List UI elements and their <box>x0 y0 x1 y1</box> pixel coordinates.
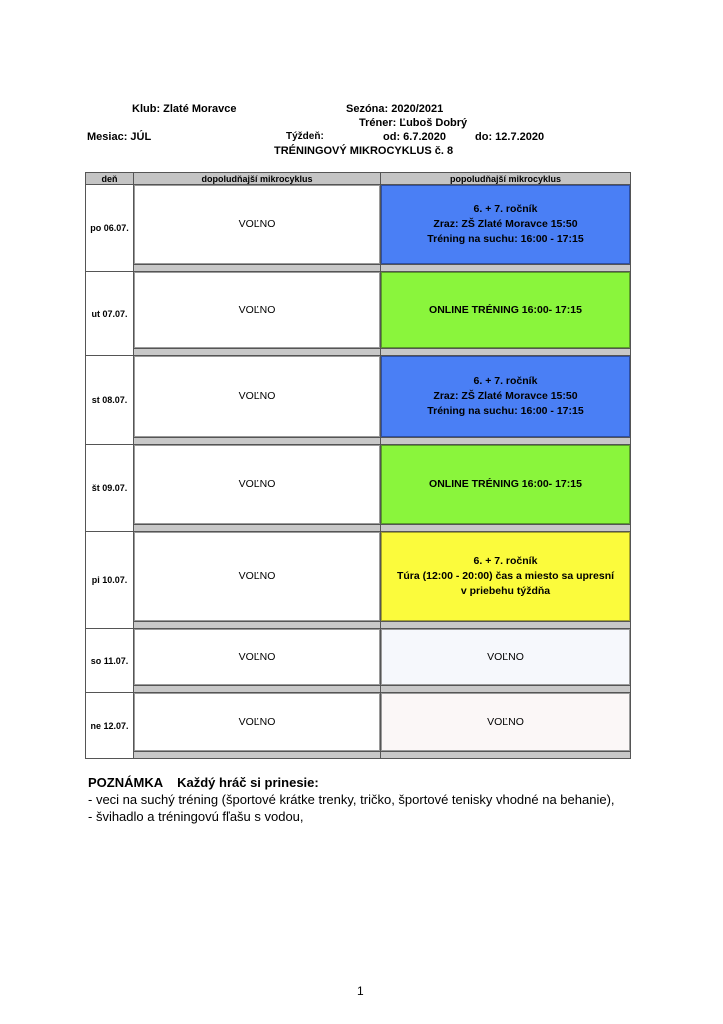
afternoon-activity <box>381 445 630 524</box>
afternoon-cell <box>381 445 631 531</box>
morning-cell <box>134 629 381 692</box>
afternoon-cell <box>381 693 631 758</box>
note-title <box>88 774 615 791</box>
morning-cell <box>134 185 381 271</box>
activity-line: VOĽNO <box>487 650 524 663</box>
activity-line: Túra (12:00 - 20:00) čas a miesto sa upresní <box>396 570 615 582</box>
cell-footer-bar <box>134 437 380 444</box>
morning-cell <box>134 532 381 628</box>
day-cell: po 06.07. <box>85 185 134 271</box>
table-row <box>85 693 631 759</box>
cell-footer-bar <box>134 621 380 628</box>
table-row <box>85 356 631 445</box>
page-number: 1 <box>357 984 364 998</box>
morning-activity: VOĽNO <box>134 185 380 264</box>
morning-cell <box>134 272 381 355</box>
note-item: - veci na suchý tréning (športové krátke trenky, tričko, športové tenisky vhodné na behanie), <box>88 792 615 807</box>
cell-footer-bar <box>381 621 630 628</box>
activity-line: Zraz: ZŠ Zlaté Moravce 15:50 <box>433 390 578 402</box>
activity-line: Tréning na suchu: 16:00 - 17:15 <box>427 233 584 245</box>
cell-footer-bar <box>134 751 380 758</box>
week-label: Týždeň: <box>286 131 324 142</box>
cell-footer-bar <box>134 524 380 531</box>
cell-footer-bar <box>134 264 380 271</box>
table-row <box>85 185 631 272</box>
note-item: - švihadlo a tréningovú fľašu s vodou, <box>88 809 304 824</box>
day-cell: ne 12.07. <box>85 693 134 758</box>
activity-line: Zraz: ZŠ Zlaté Moravce 15:50 <box>433 218 578 230</box>
activity-line: 6. + 7. ročník <box>473 555 538 567</box>
day-cell: so 11.07. <box>85 629 134 692</box>
activity-line: v priebehu týždňa <box>460 585 551 597</box>
column-header-afternoon: popoludňajší mikrocyklus <box>381 172 631 185</box>
document-title: TRÉNINGOVÝ MIKROCYKLUS č. 8 <box>274 145 454 157</box>
table-row <box>85 272 631 356</box>
afternoon-cell <box>381 532 631 628</box>
afternoon-activity <box>381 185 630 264</box>
afternoon-activity <box>381 532 630 621</box>
morning-activity: VOĽNO <box>134 356 380 437</box>
day-cell: st 08.07. <box>85 356 134 444</box>
cell-footer-bar <box>381 751 630 758</box>
table-row <box>85 532 631 629</box>
afternoon-cell <box>381 356 631 444</box>
morning-activity: VOĽNO <box>134 532 380 621</box>
schedule-table <box>85 172 631 759</box>
day-cell: št 09.07. <box>85 445 134 531</box>
note-label: POZNÁMKA <box>88 775 164 790</box>
coach-label: Tréner: Ľuboš Dobrý <box>359 117 468 129</box>
activity-line: VOĽNO <box>487 715 524 728</box>
cell-footer-bar <box>134 685 380 692</box>
afternoon-cell <box>381 272 631 355</box>
table-row <box>85 445 631 532</box>
table-header-row <box>85 172 631 185</box>
table-body <box>85 185 631 759</box>
morning-cell <box>134 445 381 531</box>
day-cell: pi 10.07. <box>85 532 134 628</box>
afternoon-activity <box>381 356 630 437</box>
afternoon-cell <box>381 629 631 692</box>
month-label: Mesiac: JÚL <box>87 131 152 143</box>
column-header-morning: dopoludňajší mikrocyklus <box>134 172 381 185</box>
afternoon-activity <box>381 629 630 685</box>
activity-line: ONLINE TRÉNING 16:00- 17:15 <box>429 478 582 490</box>
date-to: do: 12.7.2020 <box>475 131 545 143</box>
morning-activity: VOĽNO <box>134 693 380 751</box>
morning-activity: VOĽNO <box>134 629 380 685</box>
afternoon-activity <box>381 272 630 348</box>
afternoon-activity <box>381 693 630 751</box>
morning-cell <box>134 356 381 444</box>
cell-footer-bar <box>381 524 630 531</box>
activity-line: 6. + 7. ročník <box>473 375 538 387</box>
date-from: od: 6.7.2020 <box>383 131 446 143</box>
morning-activity: VOĽNO <box>134 445 380 524</box>
season-label: Sezóna: 2020/2021 <box>346 103 444 115</box>
cell-footer-bar <box>381 348 630 355</box>
morning-activity: VOĽNO <box>134 272 380 348</box>
cell-footer-bar <box>134 348 380 355</box>
table-row <box>85 629 631 693</box>
afternoon-cell <box>381 185 631 271</box>
column-header-day: deň <box>85 172 134 185</box>
activity-line: Tréning na suchu: 16:00 - 17:15 <box>427 405 584 417</box>
club-label: Klub: Zlaté Moravce <box>132 103 237 115</box>
activity-line: 6. + 7. ročník <box>473 203 538 215</box>
activity-line: ONLINE TRÉNING 16:00- 17:15 <box>429 303 582 316</box>
note-section <box>88 774 615 825</box>
note-heading: Každý hráč si prinesie: <box>177 775 319 790</box>
cell-footer-bar <box>381 437 630 444</box>
day-cell: ut 07.07. <box>85 272 134 355</box>
cell-footer-bar <box>381 264 630 271</box>
cell-footer-bar <box>381 685 630 692</box>
morning-cell <box>134 693 381 758</box>
